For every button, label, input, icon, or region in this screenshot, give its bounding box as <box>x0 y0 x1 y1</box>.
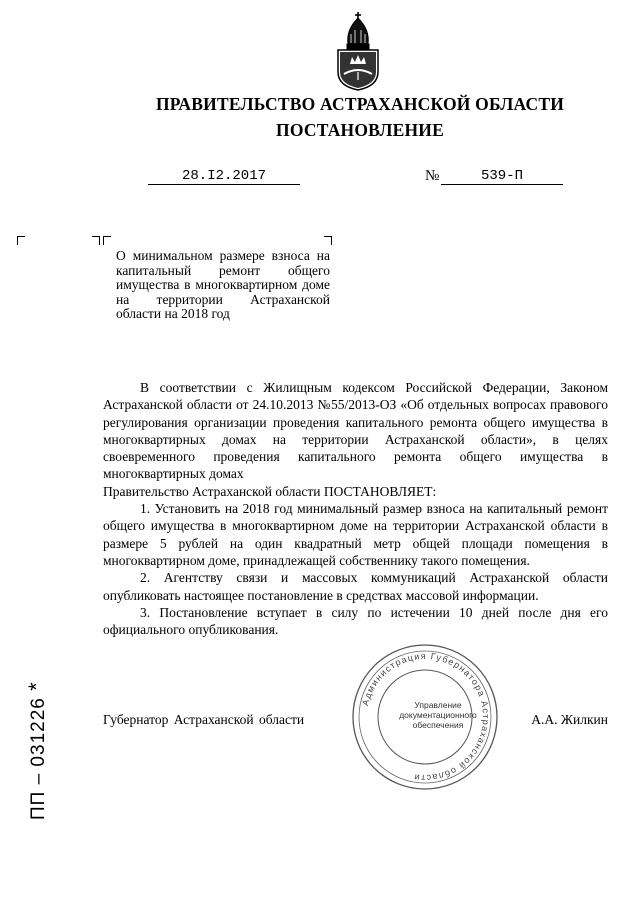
document-type: ПОСТАНОВЛЕНИЕ <box>276 120 444 140</box>
stamp-line-3: обеспечения <box>412 720 464 730</box>
preamble-paragraph: В соответствии с Жилищным кодексом Российской Федерации, Законом Астраханской области от 24.10.2013 №55/2013-ОЗ «Об отдельных вопросах правового регулирования организации проведения капитального ремонта общего имущества в многоквартирных домах на территории Астраханской области», в целях своевременного проведения капитального ремонта общего имущества в многоквартирных домах <box>103 380 608 482</box>
document-body <box>103 379 608 638</box>
coat-of-arms-icon <box>330 10 386 92</box>
document-number: 539-П <box>441 168 563 185</box>
corner-mark-left <box>17 236 25 245</box>
resolution-paragraph: Правительство Астраханской области ПОСТАНОВЛЯЕТ: <box>103 483 437 499</box>
stamp-line-2: документационного <box>399 710 477 720</box>
document-date: 28.I2.2017 <box>148 168 300 185</box>
signatory-title: Губернатор Астраханской области <box>103 712 305 727</box>
document-subject: О минимальном размере взноса на капитальный ремонт общего имущества в многоквартирном доме на территории Астраханской области на 2018 год <box>116 248 330 322</box>
clause-1: 1. Установить на 2018 год минимальный размер взноса на капитальный ремонт общего имущества в многоквартирном доме на территории Астраханской области в размере 5 рублей на один квадратный метр общей площади помещения в многоквартирном доме, принадлежащей собственнику такого помещения. <box>103 501 608 568</box>
corner-mark-subject-left-2 <box>103 236 111 245</box>
stamp-ring-text: Администрация Губернатора Астраханской области <box>360 650 492 784</box>
signatory-name: А.А. Жилкин <box>531 712 608 727</box>
serial-mark: * <box>24 681 49 691</box>
number-label: № <box>425 168 440 184</box>
organization-title: ПРАВИТЕЛЬСТВО АСТРАХАНСКОЙ ОБЛАСТИ <box>155 94 565 114</box>
corner-mark-subject-left <box>92 236 100 245</box>
serial-number <box>24 681 50 820</box>
stamp-line-1: Управление <box>414 700 462 710</box>
clause-2: 2. Агентству связи и массовых коммуникаций Астраханской области опубликовать настоящее постановление в средствах массовой информации. <box>103 570 608 603</box>
clause-3: 3. Постановление вступает в силу по истечении 10 дней после дня его официального опубликования. <box>103 604 608 638</box>
serial-text: ПП – 031226 <box>28 697 49 820</box>
stamp-center-text <box>398 700 478 730</box>
corner-mark-subject-right <box>324 236 332 245</box>
